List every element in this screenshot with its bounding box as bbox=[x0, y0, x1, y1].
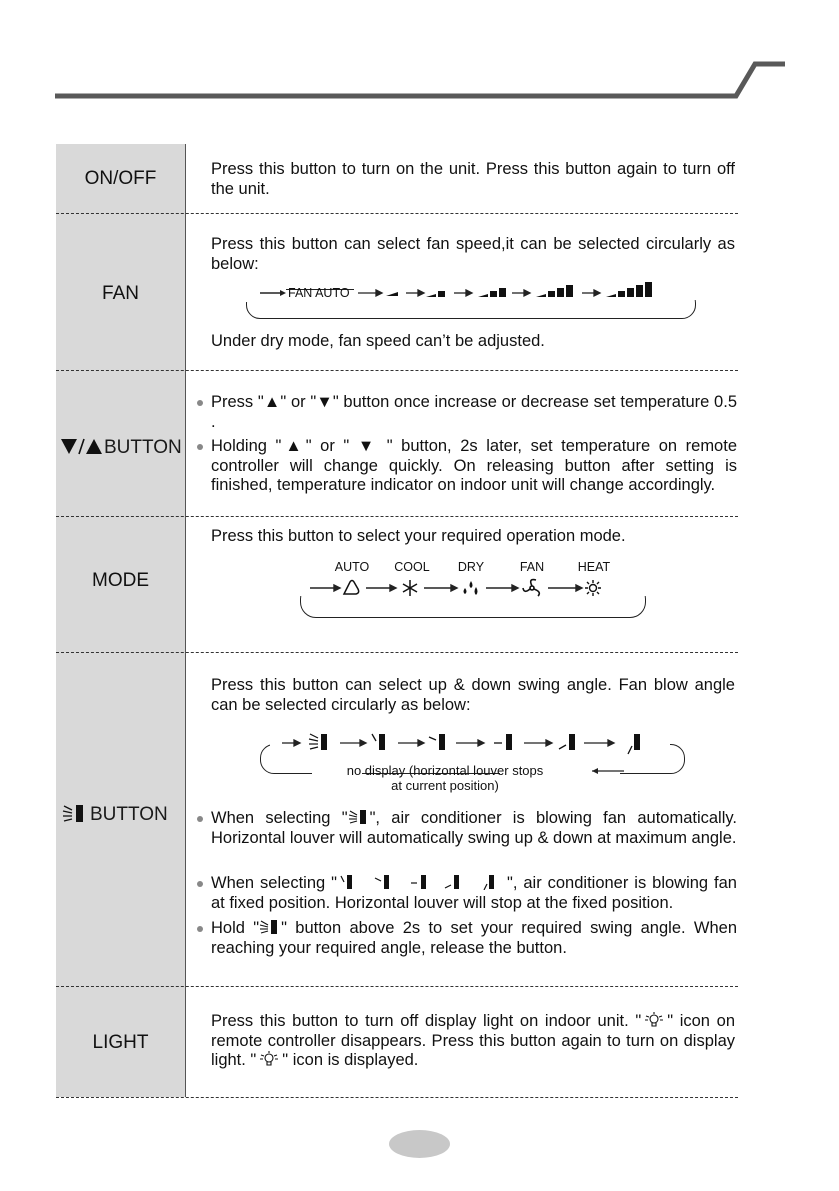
swing-label bbox=[62, 803, 168, 826]
temp-bullet-2-text: Holding "▲" or " ▼ " button, 2s later, set temperature on remote controller will change quickly. On releasing button after setting is finished, temperature indicator on indoor unit will change accordingly. bbox=[211, 437, 737, 494]
down-up-triangle-icon bbox=[60, 437, 104, 455]
column-divider bbox=[185, 144, 186, 1097]
row-separator bbox=[56, 652, 738, 653]
swing-bullet-3-post: " button above 2s to set your required swing angle. When reaching your required angle, release the button. bbox=[211, 919, 737, 957]
light-text-a: Press this button to turn off display light on indoor unit. " bbox=[211, 1012, 642, 1030]
bullet-dot bbox=[197, 400, 203, 406]
swing-bullet-2-post: ", air conditioner is blowing fan at fixed position. Horizontal louver will stop at the fixed position. bbox=[211, 874, 737, 912]
swing-label-text: BUTTON bbox=[90, 804, 168, 825]
bullet-dot bbox=[197, 926, 203, 932]
row-separator bbox=[56, 516, 738, 517]
header-bar bbox=[0, 0, 839, 110]
light-bulb-icon bbox=[641, 1012, 667, 1028]
bullet-dot bbox=[197, 444, 203, 450]
mode-auto-label: AUTO bbox=[334, 560, 370, 574]
no-display-line2: at current position) bbox=[391, 778, 499, 793]
onoff-text: Press this button to turn on the unit. Press this button again to turn off the unit. bbox=[211, 160, 735, 198]
fan-auto-label: FAN AUTO bbox=[288, 286, 350, 300]
swing-bullet-3-pre: Hold " bbox=[211, 919, 260, 937]
swing-bullet-1 bbox=[197, 809, 737, 848]
temp-label bbox=[60, 437, 182, 459]
swing-bullet-3 bbox=[197, 919, 737, 958]
swing-bullet-2-pre: When selecting " bbox=[211, 874, 337, 892]
mode-dry-label: DRY bbox=[457, 560, 485, 574]
fan-label: FAN bbox=[102, 283, 139, 304]
bullet-dot bbox=[197, 881, 203, 887]
mode-heat-label: HEAT bbox=[577, 560, 611, 574]
mode-fan-label: FAN bbox=[519, 560, 545, 574]
no-display-text bbox=[300, 763, 590, 793]
mode-text: Press this button to select your required operation mode. bbox=[211, 527, 626, 545]
row-separator bbox=[56, 213, 738, 214]
light-text-c: " icon is displayed. bbox=[282, 1051, 419, 1069]
light-label: LIGHT bbox=[92, 1032, 149, 1053]
fan-cycle-diagram bbox=[246, 280, 696, 304]
swing-auto-icon bbox=[259, 919, 281, 935]
mode-cycle-diagram bbox=[300, 556, 646, 600]
swing-bullet-1-pre: When selecting " bbox=[211, 809, 348, 827]
louver-positions-icon bbox=[337, 874, 507, 890]
page-number-oval bbox=[389, 1130, 450, 1158]
row-separator bbox=[56, 986, 738, 987]
onoff-label: ON/OFF bbox=[84, 168, 157, 189]
swing-bullet-1-post: ", air conditioner is blowing fan automatically. Horizontal louver will automatically swing up & down at maximum angle. bbox=[211, 809, 737, 847]
light-text-b: " icon on remote controller disappears. Press this button again to turn on display light. " bbox=[211, 1012, 735, 1069]
mode-label: MODE bbox=[92, 570, 149, 591]
swing-auto-icon bbox=[348, 809, 370, 825]
swing-bullet-2 bbox=[197, 874, 737, 913]
temp-label-text: BUTTON bbox=[104, 437, 182, 458]
swing-return-arrow-icon bbox=[588, 764, 628, 778]
swing-icon bbox=[62, 803, 90, 823]
light-bulb-icon bbox=[256, 1051, 282, 1067]
swing-text: Press this button can select up & down swing angle. Fan blow angle can be selected circularly as below: bbox=[211, 676, 735, 714]
row-separator bbox=[56, 370, 738, 371]
fan-note: Under dry mode, fan speed can’t be adjusted. bbox=[211, 332, 545, 350]
temp-bullet-1 bbox=[197, 393, 737, 432]
light-text bbox=[211, 1012, 735, 1071]
temp-bullet-2 bbox=[197, 437, 737, 496]
mode-cool-label: COOL bbox=[394, 560, 430, 574]
row-separator bbox=[56, 1097, 738, 1098]
bullet-dot bbox=[197, 816, 203, 822]
fan-text: Press this button can select fan speed,it can be selected circularly as below: bbox=[211, 235, 735, 273]
swing-cycle-diagram bbox=[260, 730, 686, 760]
temp-bullet-1-text: Press "▲" or "▼" button once increase or decrease set temperature 0.5 . bbox=[211, 393, 737, 431]
no-display-line1: no display (horizontal louver stops bbox=[346, 763, 544, 778]
